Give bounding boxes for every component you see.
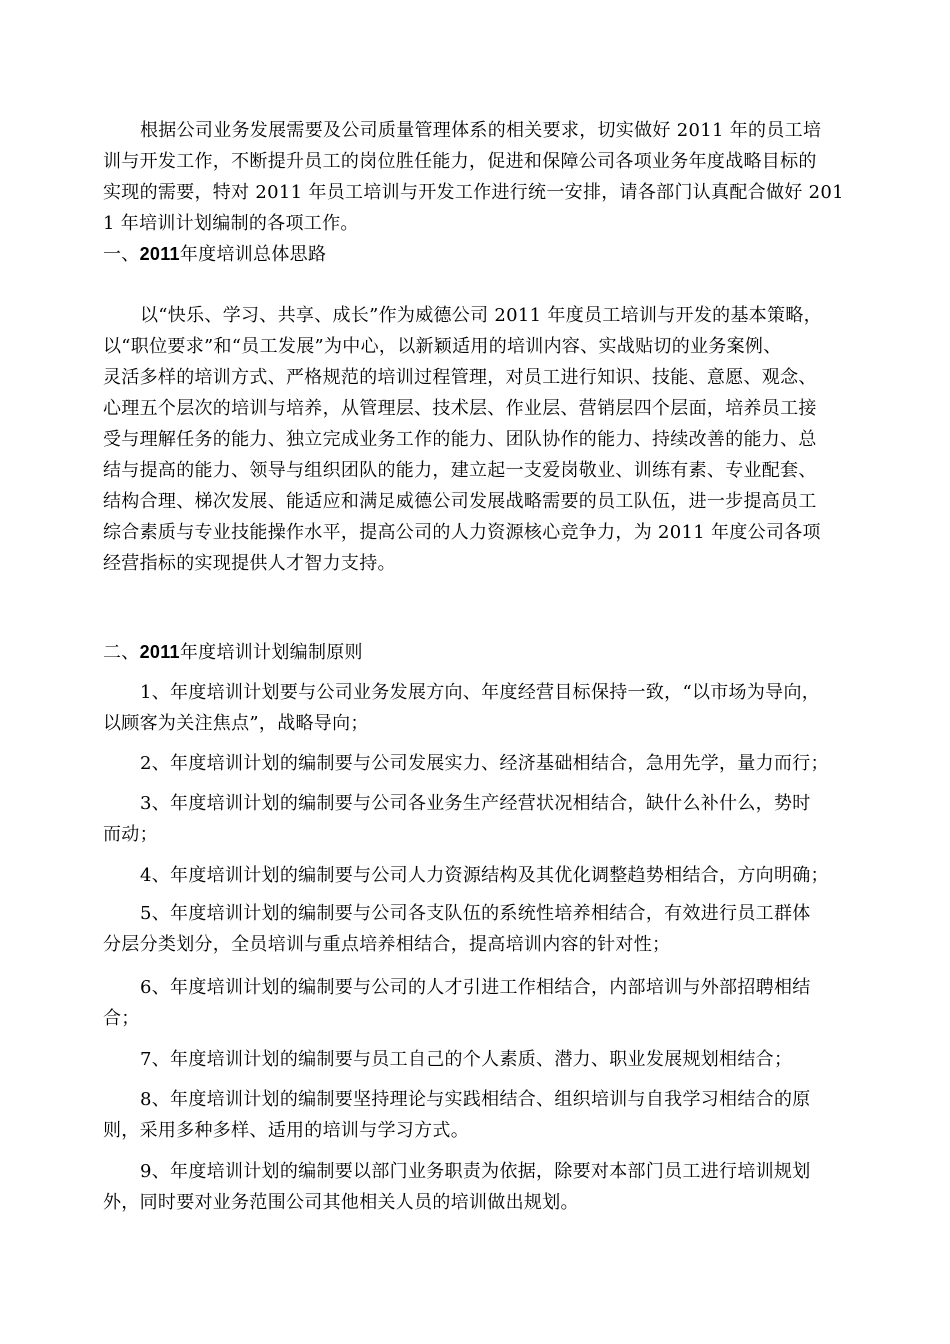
section2-title: 年度培训计划编制原则 bbox=[179, 642, 363, 663]
section2-item-8 bbox=[103, 1084, 853, 1146]
intro-line: 训与开发工作，不断提升员工的岗位胜任能力，促进和保障公司各项业务年度战略目标的 bbox=[103, 151, 817, 172]
section2-item-5 bbox=[103, 898, 853, 960]
item-line: 8、年度培训计划的编制要坚持理论与实践相结合、组织培训与自我学习相结合的原 bbox=[140, 1089, 811, 1110]
section1-line: 综合素质与专业技能操作水平，提高公司的人力资源核心竞争力，为 2011 年度公司各项 bbox=[103, 522, 821, 543]
section1-line: 灵活多样的培训方式、严格规范的培训过程管理，对员工进行知识、技能、意愿、观念、 bbox=[103, 367, 817, 388]
section1-line: 经营指标的实现提供人才智力支持。 bbox=[103, 553, 396, 574]
item-line: 外，同时要对业务范围公司其他相关人员的培训做出规划。 bbox=[103, 1192, 579, 1213]
section2-year: 2011 bbox=[139, 642, 180, 662]
item-line: 1、年度培训计划要与公司业务发展方向、年度经营目标保持一致，“以市场为导向， bbox=[140, 682, 821, 703]
section1-line: 心理五个层次的培训与培养，从管理层、技术层、作业层、营销层四个层面，培养员工接 bbox=[103, 398, 817, 419]
section1-line: 结与提高的能力、领导与组织团队的能力，建立起一支爱岗敬业、训练有素、专业配套、 bbox=[103, 460, 817, 481]
section1-line: 以“快乐、学习、共享、成长”作为威德公司 2011 年度员工培训与开发的基本策略， bbox=[140, 305, 822, 326]
section1-line: 以“职位要求”和“员工发展”为中心，以新颖适用的培训内容、实战贴切的业务案例、 bbox=[103, 336, 782, 357]
item-line: 2、年度培训计划的编制要与公司发展实力、经济基础相结合，急用先学，量力而行； bbox=[140, 753, 829, 774]
item-line: 则，采用多种多样、适用的培训与学习方式。 bbox=[103, 1120, 469, 1141]
section2-item-7 bbox=[103, 1044, 853, 1075]
section2-item-3 bbox=[103, 788, 853, 850]
item-line: 分层分类划分，全员培训与重点培养相结合，提高培训内容的针对性； bbox=[103, 934, 671, 955]
item-line: 4、年度培训计划的编制要与公司人力资源结构及其优化调整趋势相结合，方向明确； bbox=[140, 865, 829, 886]
item-line: 合； bbox=[103, 1008, 140, 1029]
section1-title: 年度培训总体思路 bbox=[179, 244, 327, 265]
section2-heading bbox=[103, 637, 853, 668]
item-line: 5、年度培训计划的编制要与公司各支队伍的系统性培养相结合，有效进行员工群体 bbox=[140, 903, 811, 924]
section2-prefix: 二、 bbox=[103, 642, 140, 663]
section1-year: 2011 bbox=[139, 244, 180, 264]
intro-line: 实现的需要，特对 2011 年员工培训与开发工作进行统一安排，请各部门认真配合做好 201 bbox=[103, 182, 844, 203]
item-line: 而动； bbox=[103, 824, 158, 845]
section1-prefix: 一、 bbox=[103, 244, 140, 265]
section1-line: 结构合理、梯次发展、能适应和满足威德公司发展战略需要的员工队伍，进一步提高员工 bbox=[103, 491, 817, 512]
item-line: 3、年度培训计划的编制要与公司各业务生产经营状况相结合，缺什么补什么，势时 bbox=[140, 793, 811, 814]
section2-item-4 bbox=[103, 860, 853, 891]
section1-line: 受与理解任务的能力、独立完成业务工作的能力、团队协作的能力、持续改善的能力、总 bbox=[103, 429, 817, 450]
intro-line: 1 年培训计划编制的各项工作。 bbox=[103, 213, 359, 234]
item-line: 6、年度培训计划的编制要与公司的人才引进工作相结合，内部培训与外部招聘相结 bbox=[140, 977, 811, 998]
item-line: 以顾客为关注焦点”，战略导向； bbox=[103, 713, 369, 734]
intro-line: 根据公司业务发展需要及公司质量管理体系的相关要求，切实做好 2011 年的员工培 bbox=[140, 120, 822, 141]
section2-item-9 bbox=[103, 1156, 853, 1218]
section1-paragraph bbox=[103, 300, 853, 579]
section2-item-6 bbox=[103, 972, 853, 1034]
section2-item-1 bbox=[103, 677, 853, 739]
item-line: 7、年度培训计划的编制要与员工自己的个人素质、潜力、职业发展规划相结合； bbox=[140, 1049, 793, 1070]
item-line: 9、年度培训计划的编制要以部门业务职责为依据，除要对本部门员工进行培训规划 bbox=[140, 1161, 811, 1182]
section2-item-2 bbox=[103, 748, 853, 779]
section1-heading bbox=[103, 239, 853, 270]
intro-paragraph bbox=[103, 115, 853, 239]
